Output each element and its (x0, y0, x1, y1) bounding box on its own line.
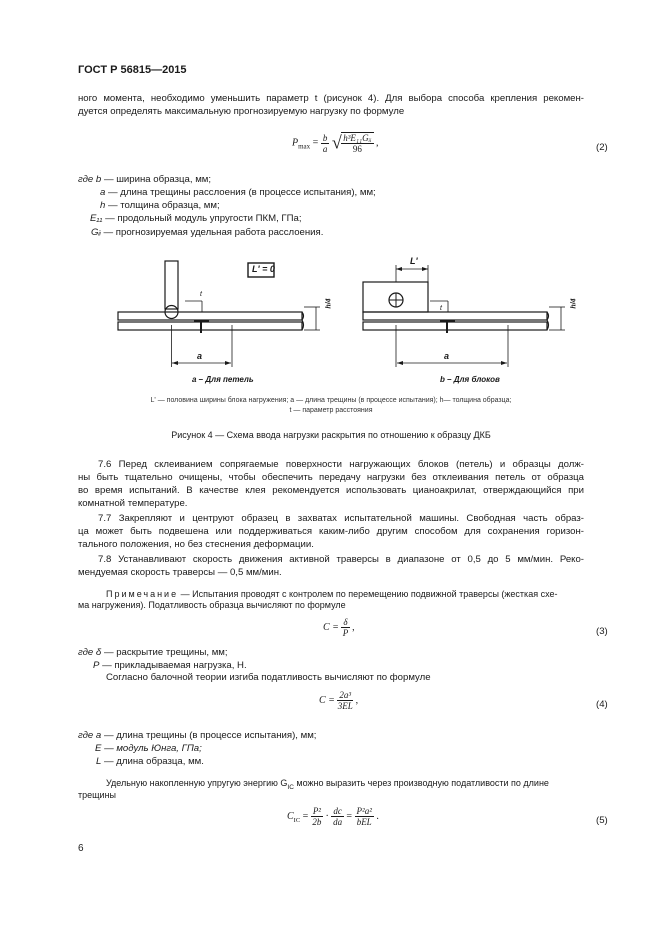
left-t-label: t (200, 291, 202, 298)
figure-4-diagram (110, 255, 580, 390)
formula-4-num: 2a³ (339, 690, 352, 700)
section-7-7-line-3: тального положения, но без стеснения деформации. (78, 539, 314, 550)
formula-2-end: , (376, 137, 379, 149)
def-text: — продольный модуль упругости ПКМ, ГПа; (105, 213, 302, 224)
formula-4-den: 3EL (337, 701, 353, 711)
section-7-8-line-1: 7.8 Устанавливают скорость движения активной траверсы в диапазоне от 0,5 до 5 мм/мин. Реко- (98, 554, 584, 565)
note-label: Примечание (106, 589, 179, 599)
left-a-label: a (197, 351, 203, 361)
right-l-prime-label: L' (410, 256, 418, 266)
right-a-label: a (444, 351, 450, 361)
formula-2-num: b (322, 132, 328, 143)
defs-formula-2 (78, 174, 478, 244)
formula-3-number: (3) (596, 626, 608, 637)
formula-2: $P_{max}$ = $\frac{b}{a}$ √ $\frac{\text{h³E₁₁Gᵢᵢ}}{96}$ , (292, 132, 379, 154)
formula-5-num2: dc (333, 806, 342, 816)
section-7-7-line-2: ца может быть подвешена или поддерживаться каким-либо другим способом для сохранения горизон- (78, 526, 584, 537)
formula-2-den: a (322, 143, 328, 154)
def-text: — длина трещины расслоения (в процессе испытания), мм; (108, 187, 376, 198)
formula-3-den: P (342, 628, 349, 638)
right-specimen-top-beam (363, 312, 547, 320)
formula-5-frac-1 (311, 806, 323, 827)
note-line-1 (106, 588, 584, 600)
def-text: — раскрытие трещины, мм; (103, 647, 228, 658)
def-sym: a (100, 187, 106, 198)
formula-2-number: (2) (596, 142, 608, 153)
formula-2-rad-den: 96 (352, 144, 362, 154)
energy-line-1 (106, 777, 584, 794)
def-sym: L (96, 756, 102, 767)
section-7-7-line-1: 7.7 Закрепляют и центруют образец в захватах испытательной машины. Свободная часть образ- (98, 513, 584, 524)
defs-formula-4 (78, 730, 478, 770)
def-text: — толщина образца, мм; (108, 200, 220, 211)
formula-5-dot: · (325, 810, 329, 822)
section-7-6-line-3: во время испытаний. В качестве клея рекомендуется использовать цианоакрилат, отверждающийся при (78, 485, 584, 496)
left-specimen-top-beam (118, 312, 302, 320)
def-text: — длина образца, мм. (104, 756, 204, 767)
sqrt-icon: √ (331, 132, 342, 153)
formula-5-num1: P² (312, 806, 322, 816)
formula-4 (319, 690, 358, 711)
beam-theory-text: Согласно балочной теории изгиба податливость вычисляют по формуле (106, 672, 431, 683)
figure-title: Рисунок 4 — Схема ввода нагрузки раскрытия по отношению к образцу ДКБ (171, 430, 491, 440)
formula-5-eq: = (302, 810, 309, 822)
formula-5-frac-3 (355, 806, 374, 827)
def-text: — модуль Юнга, ГПа; (104, 743, 202, 754)
def-text: — длина трещины (в процессе испытания), мм; (103, 730, 317, 741)
def-sym: h (100, 200, 106, 211)
section-7-6-line-4: комнатной температуре. (78, 498, 188, 509)
note-text-1: — Испытания проводят с контролем по перемещению подвижной траверсы (жесткая схе- (180, 589, 558, 599)
right-caption: b – Для блоков (440, 375, 500, 384)
formula-4-number: (4) (596, 699, 608, 710)
left-l-prime-label: L' = 0 (252, 264, 275, 274)
formula-5 (287, 806, 379, 827)
formula-5-num3: P²a² (356, 806, 372, 816)
def-sym: E (95, 743, 102, 754)
left-specimen-bottom-beam (118, 322, 302, 330)
formula-5-lhs: C (287, 810, 294, 822)
formula-5-end: . (376, 810, 379, 822)
section-7-8-line-2: мендуемая скорость траверсы — 0,5 мм/мин. (78, 567, 282, 578)
page-number: 6 (78, 843, 84, 854)
right-specimen-bottom-beam (363, 322, 547, 330)
formula-4-end: , (355, 694, 359, 706)
def-sym: где a (78, 730, 102, 741)
formula-5-frac-2 (331, 806, 344, 827)
formula-4-frac (337, 690, 353, 711)
formula-3-end: , (352, 621, 355, 633)
formula-2-rad-num: h³E₁₁Gᵢᵢ (343, 133, 372, 143)
hinge-plate (165, 261, 178, 309)
energy-text-1: Удельную накопленную упругую энергию G (106, 778, 288, 788)
formula-5-lhs-sub: IC (293, 816, 301, 824)
def-text: — прикладываемая нагрузка, Н. (102, 660, 247, 671)
right-h4-label: h/4 (570, 298, 578, 309)
formula-5-den1: 2b (312, 817, 322, 827)
left-caption: a – Для петель (192, 375, 254, 384)
section-7-6-line-2: ны быть тщательно очищены, чтобы обеспечить передачу нагрузки без отклеивания петель от образца (78, 472, 584, 483)
intro-line-1: ного момента, необходимо уменьшить параметр t (рисунок 4). Для выбора способа крепления рекомен- (78, 93, 584, 104)
formula-4-lhs: C = (319, 694, 335, 706)
right-t-label: t (440, 305, 442, 312)
def-text: — ширина образца, мм; (103, 174, 212, 185)
def-sym: E₁₁ (90, 213, 103, 224)
energy-line-2: трещины (78, 790, 117, 800)
section-7-6-line-1: 7.6 Перед склеиванием сопрягаемые поверхности нагружающих блоков (петель) и образцы долж- (98, 459, 584, 470)
document-header: ГОСТ Р 56815—2015 (78, 64, 187, 76)
formula-3-lhs: C = (323, 621, 339, 633)
def-sym: где b (78, 174, 102, 185)
formula-3-num: δ (343, 617, 348, 627)
formula-2-lhs: P (292, 137, 299, 149)
formula-2-frac (321, 133, 330, 154)
def-sym: Gᵢᵢ (91, 227, 101, 238)
defs-formula-3 (78, 647, 478, 675)
formula-3 (323, 617, 355, 638)
formula-5-number: (5) (596, 815, 608, 826)
left-h4-label: h/4 (325, 298, 333, 309)
formula-2-radicand (341, 132, 373, 154)
energy-text-rest: можно выразить через производную податливости по длине (293, 778, 549, 788)
def-sym: P (93, 660, 100, 671)
figure-legend-1: L' — половина ширины блока нагружения; a — длина трещины (в процессе испытания); h— толщина образца; (150, 397, 512, 404)
formula-2-lhs-sub: max (298, 142, 311, 151)
intro-line-2: дуется определять максимальную прогнозируемую нагрузку по формуле (78, 106, 405, 117)
formula-3-frac (341, 617, 349, 638)
note-line-2: ма нагружения). Податливость образца вычисляют по формуле (78, 600, 346, 610)
formula-5-den2: da (333, 817, 343, 827)
def-text: — прогнозируемая удельная работа расслоения. (103, 227, 324, 238)
def-sym: где δ (78, 647, 102, 658)
formula-5-eq2: = (346, 810, 352, 822)
energy-sub: IC (287, 783, 294, 791)
formula-5-den3: bEL (356, 817, 372, 827)
figure-legend-2: t — параметр расстояния (289, 407, 373, 414)
